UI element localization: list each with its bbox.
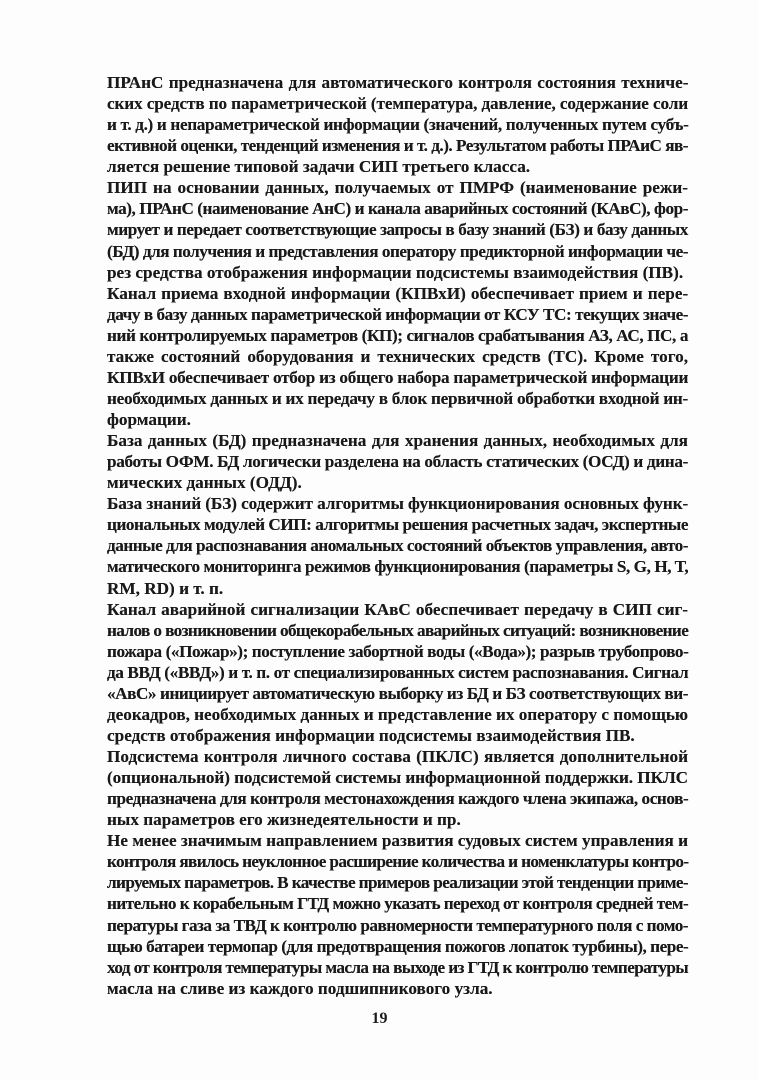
- paragraph-database: [70, 430, 688, 493]
- paragraph-pranc: [70, 72, 688, 177]
- text-line: необходимых данных и их передачу в блок первичной обработки входной ин-: [107, 388, 688, 408]
- paragraph-kpvhi: [70, 283, 688, 430]
- text-line: ход от контроля температуры масла на выходе из ГТД к контролю температуры: [107, 957, 689, 977]
- text-line: мирует и передает соответствующие запросы в базу знаний (БЗ) и базу данных: [107, 220, 688, 240]
- text-line: масла на сливе из каждого подшипникового узла.: [107, 978, 493, 998]
- text-line: Не менее значимым направлением развития судовых систем управления и: [107, 831, 688, 851]
- text-line: работы ОФМ. БД логически разделена на область статических (ОСД) и дина-: [107, 452, 688, 472]
- text-line: мических данных (ОДД).: [107, 473, 302, 493]
- text-line: данные для распознавания аномальных состояний объектов управления, авто-: [107, 536, 688, 556]
- text-line: циональных модулей СИП: алгоритмы решения расчетных задач, экспертные: [107, 515, 689, 535]
- text-line: ских средств по параметрической (температура, давление, содержание соли: [107, 94, 688, 114]
- text-line: База данных (БД) предназначена для хранения данных, необходимых для: [107, 431, 688, 451]
- text-line: ективной оценки, тенденций изменения и т. д.). Результатом работы ПРАиС яв-: [107, 136, 688, 156]
- text-line: Канал аварийной сигнализации КАвС обеспечивает передачу в СИП сиг-: [107, 599, 688, 619]
- paragraph-pip: [70, 177, 688, 282]
- text-line: ПРАнС предназначена для автоматического контроля состояния техниче-: [107, 73, 689, 92]
- text-line: КПВхИ обеспечивает отбор из общего набора параметрической информации: [107, 367, 689, 387]
- text-line: ма), ПРАнС (наименование АнС) и канала аварийных состояний (КАвС), фор-: [107, 199, 688, 219]
- body-text: [70, 72, 688, 999]
- text-line: щью батареи термопар (для предотвращения пожогов лопаток турбины), пере-: [107, 936, 689, 956]
- text-line: деокадров, необходимых данных и представление их оператору с помощью: [107, 704, 688, 724]
- text-line: да ВВД («ВВД») и т. п. от специализированных систем распознавания. Сигнал: [107, 662, 689, 682]
- paragraph-pkls: [70, 746, 688, 830]
- text-line: лируемых параметров. В качестве примеров реализации этой тенденции приме-: [107, 873, 689, 893]
- text-line: налов о возникновении общекорабельных аварийных ситуаций: возникновение: [107, 620, 689, 640]
- text-line: пожара («Пожар»); поступление забортной воды («Вода»); разрыв трубопрово-: [107, 641, 689, 661]
- paragraph-knowledge-base: [70, 493, 688, 598]
- text-line: «АвС» инициирует автоматическую выборку из БД и БЗ соответствующих ви-: [107, 683, 688, 703]
- text-line: ПИП на основании данных, получаемых от ПМРФ (наименование режи-: [107, 178, 688, 198]
- paragraph-kavs: [70, 599, 688, 746]
- text-line: формации.: [107, 410, 191, 429]
- text-line: ных параметров его жизнедеятельности и пр.: [107, 810, 461, 830]
- paragraph-development: [70, 830, 688, 999]
- text-line: База знаний (БЗ) содержит алгоритмы функционирования основных функ-: [107, 494, 689, 514]
- text-line: пературы газа за ТВД к контролю равномерности температурного поля с помо-: [107, 915, 688, 935]
- text-line: Подсистема контроля личного состава (ПКЛС) является дополнительной: [107, 747, 688, 766]
- text-line: нительно к корабельным ГТД можно указать переход от контроля средней тем-: [107, 894, 689, 914]
- page-number: 19: [371, 1010, 388, 1027]
- text-line: ляется решение типовой задачи СИП третьего класса.: [107, 157, 531, 177]
- text-line: также состояний оборудования и технических средств (ТС). Кроме того,: [107, 346, 688, 366]
- text-line: и т. д.) и непараметрической информации (значений, полученных путем субъ-: [107, 115, 689, 135]
- text-line: матического мониторинга режимов функционирования (параметры S, G, H, T,: [107, 557, 689, 577]
- text-line: предназначена для контроля местонахождения каждого члена экипажа, основ-: [107, 789, 689, 809]
- text-line: контроля явилось неуклонное расширение количества и номенклатуры контро-: [107, 852, 689, 872]
- text-line: Канал приема входной информации (КПВхИ) обеспечивает прием и пере-: [107, 283, 689, 303]
- text-line: (опциональной) подсистемой системы информационной поддержки. ПКЛС: [107, 768, 688, 788]
- text-line: дачу в базу данных параметрической информации от КСУ ТС: текущих значе-: [107, 304, 688, 324]
- text-line: (БД) для получения и представления оператору предикторной информации че-: [107, 241, 688, 261]
- text-line: рез средства отображения информации подсистемы взаимодействия (ПВ).: [107, 262, 684, 282]
- text-line: RM, RD) и т. п.: [107, 578, 224, 598]
- text-line: ний контролируемых параметров (КП); сигналов срабатывания АЗ, АС, ПС, а: [107, 325, 688, 345]
- text-line: средств отображения информации подсистемы взаимодействия ПВ.: [107, 725, 635, 745]
